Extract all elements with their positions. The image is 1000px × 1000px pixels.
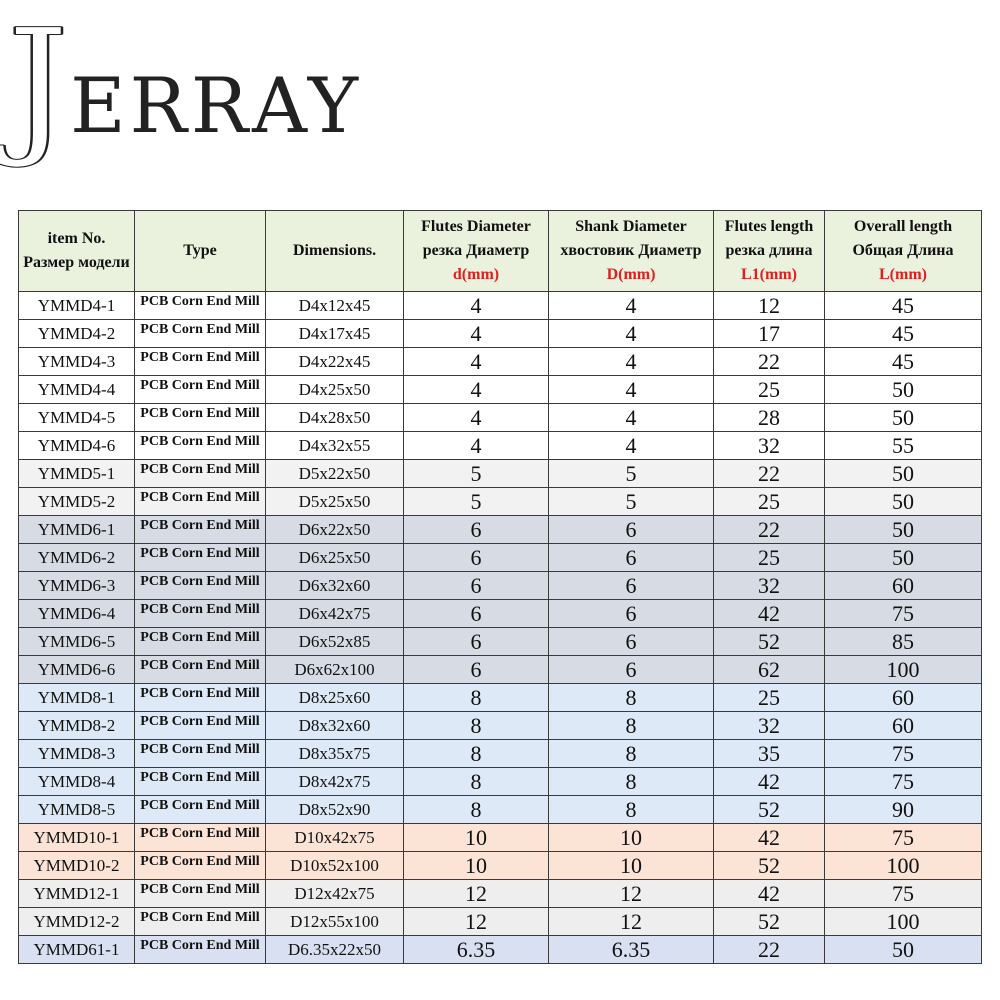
cell-shank-diameter: 6 bbox=[549, 628, 714, 656]
cell-flutes-length: 42 bbox=[714, 768, 825, 796]
cell-dimensions: D6x25x50 bbox=[266, 544, 404, 572]
header-type: Type bbox=[135, 211, 266, 292]
cell-shank-diameter: 4 bbox=[549, 404, 714, 432]
cell-overall-length: 100 bbox=[825, 908, 982, 936]
cell-item-no: YMMD8-5 bbox=[19, 796, 135, 824]
table-row bbox=[19, 936, 982, 964]
cell-dimensions: D6x52x85 bbox=[266, 628, 404, 656]
table-row bbox=[19, 376, 982, 404]
cell-shank-diameter: 8 bbox=[549, 768, 714, 796]
cell-dimensions: D10x42x75 bbox=[266, 824, 404, 852]
table-row bbox=[19, 908, 982, 936]
cell-type: PCB Corn End Mill bbox=[135, 712, 266, 740]
cell-dimensions: D4x32x55 bbox=[266, 432, 404, 460]
cell-flutes-length: 25 bbox=[714, 488, 825, 516]
cell-dimensions: D12x55x100 bbox=[266, 908, 404, 936]
cell-flutes-length: 52 bbox=[714, 628, 825, 656]
cell-flutes-diameter: 8 bbox=[404, 684, 549, 712]
cell-type: PCB Corn End Mill bbox=[135, 628, 266, 656]
table-row bbox=[19, 656, 982, 684]
cell-flutes-diameter: 6 bbox=[404, 544, 549, 572]
cell-item-no: YMMD6-6 bbox=[19, 656, 135, 684]
cell-overall-length: 50 bbox=[825, 516, 982, 544]
cell-flutes-diameter: 4 bbox=[404, 292, 549, 320]
cell-type: PCB Corn End Mill bbox=[135, 432, 266, 460]
cell-flutes-diameter: 8 bbox=[404, 740, 549, 768]
cell-item-no: YMMD4-2 bbox=[19, 320, 135, 348]
table-row bbox=[19, 292, 982, 320]
cell-type: PCB Corn End Mill bbox=[135, 376, 266, 404]
cell-item-no: YMMD8-2 bbox=[19, 712, 135, 740]
cell-item-no: YMMD6-2 bbox=[19, 544, 135, 572]
cell-type: PCB Corn End Mill bbox=[135, 488, 266, 516]
header-flutes-length bbox=[714, 211, 825, 292]
header-flutes-length-ru: резка длина bbox=[725, 242, 813, 259]
cell-flutes-length: 25 bbox=[714, 376, 825, 404]
cell-overall-length: 60 bbox=[825, 572, 982, 600]
cell-flutes-length: 52 bbox=[714, 908, 825, 936]
cell-type: PCB Corn End Mill bbox=[135, 936, 266, 964]
cell-shank-diameter: 4 bbox=[549, 348, 714, 376]
cell-dimensions: D6x62x100 bbox=[266, 656, 404, 684]
cell-flutes-diameter: 8 bbox=[404, 796, 549, 824]
header-item-ru: Размер модели bbox=[23, 254, 130, 271]
cell-dimensions: D8x25x60 bbox=[266, 684, 404, 712]
cell-shank-diameter: 8 bbox=[549, 796, 714, 824]
cell-flutes-length: 42 bbox=[714, 824, 825, 852]
cell-shank-diameter: 12 bbox=[549, 880, 714, 908]
cell-type: PCB Corn End Mill bbox=[135, 908, 266, 936]
header-shank-diameter-ru: хвостовик Диаметр bbox=[560, 242, 702, 259]
header-shank-diameter-en: Shank Diameter bbox=[575, 218, 687, 235]
header-overall-length-en: Overall length bbox=[853, 218, 953, 235]
cell-flutes-diameter: 5 bbox=[404, 460, 549, 488]
cell-type: PCB Corn End Mill bbox=[135, 684, 266, 712]
cell-dimensions: D4x28x50 bbox=[266, 404, 404, 432]
cell-flutes-length: 42 bbox=[714, 880, 825, 908]
cell-flutes-length: 62 bbox=[714, 656, 825, 684]
cell-flutes-diameter: 4 bbox=[404, 348, 549, 376]
table-row bbox=[19, 348, 982, 376]
cell-flutes-length: 32 bbox=[714, 572, 825, 600]
cell-overall-length: 100 bbox=[825, 656, 982, 684]
cell-flutes-diameter: 6 bbox=[404, 656, 549, 684]
cell-flutes-diameter: 12 bbox=[404, 880, 549, 908]
cell-item-no: YMMD4-6 bbox=[19, 432, 135, 460]
cell-flutes-diameter: 12 bbox=[404, 908, 549, 936]
table-row bbox=[19, 796, 982, 824]
table-row bbox=[19, 684, 982, 712]
header-item-en: item No. bbox=[47, 230, 106, 247]
cell-overall-length: 75 bbox=[825, 880, 982, 908]
cell-dimensions: D8x32x60 bbox=[266, 712, 404, 740]
cell-flutes-diameter: 10 bbox=[404, 824, 549, 852]
cell-type: PCB Corn End Mill bbox=[135, 768, 266, 796]
spec-table-body bbox=[19, 292, 982, 964]
cell-shank-diameter: 4 bbox=[549, 320, 714, 348]
cell-overall-length: 85 bbox=[825, 628, 982, 656]
cell-item-no: YMMD4-3 bbox=[19, 348, 135, 376]
cell-flutes-length: 17 bbox=[714, 320, 825, 348]
cell-type: PCB Corn End Mill bbox=[135, 348, 266, 376]
cell-flutes-length: 28 bbox=[714, 404, 825, 432]
cell-type: PCB Corn End Mill bbox=[135, 516, 266, 544]
cell-flutes-diameter: 8 bbox=[404, 768, 549, 796]
cell-flutes-diameter: 6 bbox=[404, 628, 549, 656]
cell-shank-diameter: 8 bbox=[549, 740, 714, 768]
cell-item-no: YMMD6-4 bbox=[19, 600, 135, 628]
cell-dimensions: D5x22x50 bbox=[266, 460, 404, 488]
cell-shank-diameter: 4 bbox=[549, 432, 714, 460]
cell-flutes-length: 52 bbox=[714, 852, 825, 880]
cell-dimensions: D6x22x50 bbox=[266, 516, 404, 544]
table-row bbox=[19, 740, 982, 768]
cell-flutes-diameter: 4 bbox=[404, 432, 549, 460]
cell-flutes-length: 32 bbox=[714, 712, 825, 740]
cell-dimensions: D4x25x50 bbox=[266, 376, 404, 404]
cell-flutes-diameter: 4 bbox=[404, 404, 549, 432]
cell-flutes-length: 22 bbox=[714, 460, 825, 488]
cell-overall-length: 45 bbox=[825, 320, 982, 348]
cell-type: PCB Corn End Mill bbox=[135, 292, 266, 320]
cell-item-no: YMMD6-3 bbox=[19, 572, 135, 600]
cell-dimensions: D4x12x45 bbox=[266, 292, 404, 320]
cell-item-no: YMMD6-1 bbox=[19, 516, 135, 544]
cell-overall-length: 50 bbox=[825, 544, 982, 572]
cell-type: PCB Corn End Mill bbox=[135, 600, 266, 628]
cell-type: PCB Corn End Mill bbox=[135, 880, 266, 908]
table-row bbox=[19, 880, 982, 908]
table-row bbox=[19, 712, 982, 740]
cell-shank-diameter: 8 bbox=[549, 712, 714, 740]
cell-overall-length: 50 bbox=[825, 376, 982, 404]
cell-flutes-length: 32 bbox=[714, 432, 825, 460]
cell-overall-length: 60 bbox=[825, 684, 982, 712]
cell-type: PCB Corn End Mill bbox=[135, 824, 266, 852]
brand-logo-initial: J bbox=[8, 0, 69, 172]
cell-dimensions: D6.35x22x50 bbox=[266, 936, 404, 964]
cell-shank-diameter: 5 bbox=[549, 460, 714, 488]
cell-flutes-length: 35 bbox=[714, 740, 825, 768]
cell-flutes-diameter: 6 bbox=[404, 516, 549, 544]
cell-overall-length: 50 bbox=[825, 488, 982, 516]
header-shank-diameter-unit: D(mm) bbox=[606, 266, 656, 283]
header-item bbox=[19, 211, 135, 292]
cell-shank-diameter: 6 bbox=[549, 656, 714, 684]
cell-shank-diameter: 12 bbox=[549, 908, 714, 936]
table-row bbox=[19, 432, 982, 460]
cell-item-no: YMMD4-5 bbox=[19, 404, 135, 432]
cell-shank-diameter: 6 bbox=[549, 600, 714, 628]
cell-dimensions: D10x52x100 bbox=[266, 852, 404, 880]
cell-type: PCB Corn End Mill bbox=[135, 796, 266, 824]
cell-overall-length: 45 bbox=[825, 348, 982, 376]
table-row bbox=[19, 404, 982, 432]
cell-flutes-length: 22 bbox=[714, 516, 825, 544]
cell-type: PCB Corn End Mill bbox=[135, 404, 266, 432]
cell-flutes-length: 22 bbox=[714, 348, 825, 376]
header-flutes-diameter-ru: резка Диаметр bbox=[422, 242, 530, 259]
header-overall-length bbox=[825, 211, 982, 292]
cell-overall-length: 75 bbox=[825, 600, 982, 628]
cell-type: PCB Corn End Mill bbox=[135, 460, 266, 488]
cell-overall-length: 50 bbox=[825, 936, 982, 964]
table-row bbox=[19, 460, 982, 488]
cell-flutes-diameter: 5 bbox=[404, 488, 549, 516]
table-row bbox=[19, 488, 982, 516]
cell-item-no: YMMD8-1 bbox=[19, 684, 135, 712]
cell-dimensions: D4x17x45 bbox=[266, 320, 404, 348]
cell-shank-diameter: 4 bbox=[549, 292, 714, 320]
cell-item-no: YMMD12-1 bbox=[19, 880, 135, 908]
cell-overall-length: 55 bbox=[825, 432, 982, 460]
cell-overall-length: 50 bbox=[825, 460, 982, 488]
table-row bbox=[19, 516, 982, 544]
cell-shank-diameter: 6 bbox=[549, 516, 714, 544]
cell-flutes-diameter: 4 bbox=[404, 376, 549, 404]
cell-dimensions: D8x42x75 bbox=[266, 768, 404, 796]
cell-type: PCB Corn End Mill bbox=[135, 544, 266, 572]
cell-shank-diameter: 10 bbox=[549, 852, 714, 880]
header-row bbox=[19, 211, 982, 292]
cell-shank-diameter: 4 bbox=[549, 376, 714, 404]
cell-item-no: YMMD5-1 bbox=[19, 460, 135, 488]
cell-dimensions: D6x42x75 bbox=[266, 600, 404, 628]
cell-item-no: YMMD8-3 bbox=[19, 740, 135, 768]
cell-type: PCB Corn End Mill bbox=[135, 852, 266, 880]
cell-flutes-diameter: 6.35 bbox=[404, 936, 549, 964]
table-row bbox=[19, 600, 982, 628]
cell-type: PCB Corn End Mill bbox=[135, 320, 266, 348]
cell-dimensions: D8x35x75 bbox=[266, 740, 404, 768]
table-row bbox=[19, 572, 982, 600]
cell-flutes-diameter: 4 bbox=[404, 320, 549, 348]
cell-overall-length: 60 bbox=[825, 712, 982, 740]
cell-flutes-length: 25 bbox=[714, 684, 825, 712]
cell-item-no: YMMD10-2 bbox=[19, 852, 135, 880]
cell-item-no: YMMD12-2 bbox=[19, 908, 135, 936]
cell-flutes-diameter: 10 bbox=[404, 852, 549, 880]
cell-flutes-length: 42 bbox=[714, 600, 825, 628]
table-row bbox=[19, 628, 982, 656]
header-flutes-diameter-unit: d(mm) bbox=[452, 266, 500, 283]
cell-dimensions: D12x42x75 bbox=[266, 880, 404, 908]
brand-logo bbox=[8, 0, 363, 172]
cell-dimensions: D5x25x50 bbox=[266, 488, 404, 516]
header-shank-diameter bbox=[549, 211, 714, 292]
brand-logo-rest: ERRAY bbox=[70, 61, 363, 150]
cell-item-no: YMMD5-2 bbox=[19, 488, 135, 516]
table-row bbox=[19, 320, 982, 348]
cell-flutes-diameter: 6 bbox=[404, 572, 549, 600]
cell-item-no: YMMD10-1 bbox=[19, 824, 135, 852]
cell-shank-diameter: 6 bbox=[549, 544, 714, 572]
header-flutes-diameter-en: Flutes Diameter bbox=[421, 218, 531, 235]
header-flutes-length-unit: L1(mm) bbox=[741, 266, 797, 283]
cell-overall-length: 100 bbox=[825, 852, 982, 880]
table-row bbox=[19, 852, 982, 880]
cell-shank-diameter: 6 bbox=[549, 572, 714, 600]
cell-flutes-length: 22 bbox=[714, 936, 825, 964]
cell-flutes-length: 25 bbox=[714, 544, 825, 572]
cell-item-no: YMMD4-1 bbox=[19, 292, 135, 320]
cell-type: PCB Corn End Mill bbox=[135, 656, 266, 684]
header-flutes-diameter bbox=[404, 211, 549, 292]
cell-item-no: YMMD6-5 bbox=[19, 628, 135, 656]
header-overall-length-unit: L(mm) bbox=[879, 266, 927, 283]
table-row bbox=[19, 768, 982, 796]
cell-flutes-diameter: 6 bbox=[404, 600, 549, 628]
cell-type: PCB Corn End Mill bbox=[135, 740, 266, 768]
spec-table bbox=[18, 210, 982, 964]
header-overall-length-ru: Общая Длина bbox=[852, 242, 954, 259]
cell-overall-length: 45 bbox=[825, 292, 982, 320]
cell-item-no: YMMD61-1 bbox=[19, 936, 135, 964]
cell-overall-length: 50 bbox=[825, 404, 982, 432]
cell-shank-diameter: 6.35 bbox=[549, 936, 714, 964]
header-flutes-length-en: Flutes length bbox=[724, 218, 814, 235]
cell-flutes-length: 52 bbox=[714, 796, 825, 824]
cell-overall-length: 75 bbox=[825, 768, 982, 796]
header-dimensions: Dimensions. bbox=[266, 211, 404, 292]
cell-dimensions: D4x22x45 bbox=[266, 348, 404, 376]
table-row bbox=[19, 824, 982, 852]
cell-flutes-diameter: 8 bbox=[404, 712, 549, 740]
cell-type: PCB Corn End Mill bbox=[135, 572, 266, 600]
cell-dimensions: D8x52x90 bbox=[266, 796, 404, 824]
cell-shank-diameter: 5 bbox=[549, 488, 714, 516]
cell-shank-diameter: 8 bbox=[549, 684, 714, 712]
cell-overall-length: 75 bbox=[825, 824, 982, 852]
cell-shank-diameter: 10 bbox=[549, 824, 714, 852]
cell-overall-length: 90 bbox=[825, 796, 982, 824]
cell-dimensions: D6x32x60 bbox=[266, 572, 404, 600]
cell-item-no: YMMD8-4 bbox=[19, 768, 135, 796]
cell-flutes-length: 12 bbox=[714, 292, 825, 320]
table-row bbox=[19, 544, 982, 572]
cell-overall-length: 75 bbox=[825, 740, 982, 768]
cell-item-no: YMMD4-4 bbox=[19, 376, 135, 404]
